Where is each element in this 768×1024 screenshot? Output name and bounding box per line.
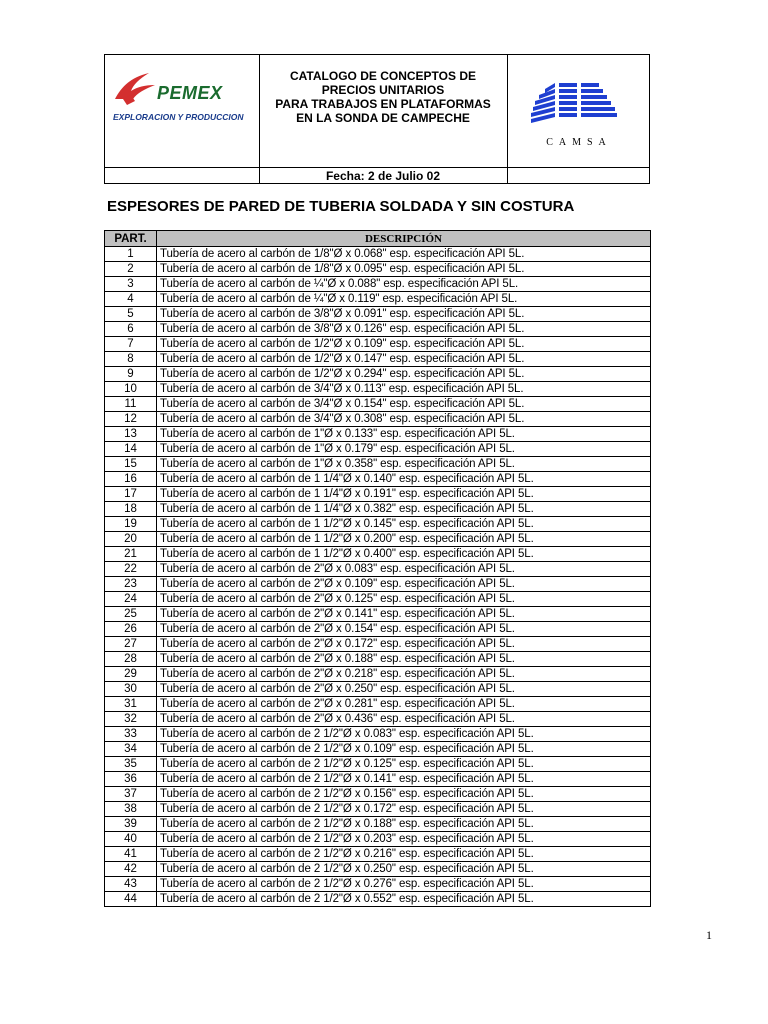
table-row xyxy=(105,517,651,532)
table-row xyxy=(105,532,651,547)
table-row xyxy=(105,682,651,697)
table-row xyxy=(105,847,651,862)
column-header-description: DESCRIPCIÓN xyxy=(157,231,651,247)
table-body xyxy=(105,247,651,907)
table-row xyxy=(105,652,651,667)
row-part-number: 1 xyxy=(105,247,157,262)
row-description: Tubería de acero al carbón de 2 1/2"Ø x 0.250" esp. especificación API 5L. xyxy=(157,862,651,877)
row-part-number: 23 xyxy=(105,577,157,592)
page-number: 1 xyxy=(706,928,712,942)
table-row xyxy=(105,637,651,652)
row-description: Tubería de acero al carbón de 2"Ø x 0.172" esp. especificación API 5L. xyxy=(157,637,651,652)
table-row xyxy=(105,412,651,427)
table-row xyxy=(105,712,651,727)
row-part-number: 39 xyxy=(105,817,157,832)
row-description: Tubería de acero al carbón de 2"Ø x 0.436" esp. especificación API 5L. xyxy=(157,712,651,727)
row-part-number: 20 xyxy=(105,532,157,547)
row-description: Tubería de acero al carbón de ¼"Ø x 0.119" esp. especificación API 5L. xyxy=(157,292,651,307)
table-row xyxy=(105,292,651,307)
row-description: Tubería de acero al carbón de 1 1/4"Ø x 0.382" esp. especificación API 5L. xyxy=(157,502,651,517)
table-row xyxy=(105,592,651,607)
row-part-number: 4 xyxy=(105,292,157,307)
table-row xyxy=(105,727,651,742)
catalog-title-line: PRECIOS UNITARIOS xyxy=(321,83,445,97)
row-description: Tubería de acero al carbón de 2 1/2"Ø x 0.109" esp. especificación API 5L. xyxy=(157,742,651,757)
row-part-number: 11 xyxy=(105,397,157,412)
row-part-number: 13 xyxy=(105,427,157,442)
row-description: Tubería de acero al carbón de 1"Ø x 0.179" esp. especificación API 5L. xyxy=(157,442,651,457)
document-header xyxy=(104,54,650,184)
table-row xyxy=(105,427,651,442)
table-row xyxy=(105,442,651,457)
row-part-number: 16 xyxy=(105,472,157,487)
row-description: Tubería de acero al carbón de 2"Ø x 0.218" esp. especificación API 5L. xyxy=(157,667,651,682)
row-part-number: 15 xyxy=(105,457,157,472)
row-part-number: 27 xyxy=(105,637,157,652)
row-part-number: 2 xyxy=(105,262,157,277)
table-row xyxy=(105,877,651,892)
table-row xyxy=(105,742,651,757)
row-description: Tubería de acero al carbón de 2"Ø x 0.125" esp. especificación API 5L. xyxy=(157,592,651,607)
table-row xyxy=(105,307,651,322)
table-row xyxy=(105,337,651,352)
row-part-number: 32 xyxy=(105,712,157,727)
row-description: Tubería de acero al carbón de 1 1/2"Ø x 0.400" esp. especificación API 5L. xyxy=(157,547,651,562)
table-row xyxy=(105,367,651,382)
row-part-number: 19 xyxy=(105,517,157,532)
row-description: Tubería de acero al carbón de ¼"Ø x 0.088" esp. especificación API 5L. xyxy=(157,277,651,292)
row-description: Tubería de acero al carbón de 2"Ø x 0.109" esp. especificación API 5L. xyxy=(157,577,651,592)
row-part-number: 28 xyxy=(105,652,157,667)
pemex-logo xyxy=(105,55,259,167)
table-row xyxy=(105,622,651,637)
catalog-title-line: PARA TRABAJOS EN PLATAFORMAS xyxy=(275,97,491,111)
row-description: Tubería de acero al carbón de 2"Ø x 0.250" esp. especificación API 5L. xyxy=(157,682,651,697)
pemex-wordmark: PEMEX xyxy=(157,83,223,103)
row-part-number: 10 xyxy=(105,382,157,397)
row-description: Tubería de acero al carbón de 3/4"Ø x 0.308" esp. especificación API 5L. xyxy=(157,412,651,427)
row-description: Tubería de acero al carbón de 1/2"Ø x 0.147" esp. especificación API 5L. xyxy=(157,352,651,367)
row-description: Tubería de acero al carbón de 3/8"Ø x 0.091" esp. especificación API 5L. xyxy=(157,307,651,322)
row-description: Tubería de acero al carbón de 2"Ø x 0.154" esp. especificación API 5L. xyxy=(157,622,651,637)
table-row xyxy=(105,487,651,502)
row-part-number: 43 xyxy=(105,877,157,892)
row-description: Tubería de acero al carbón de 2 1/2"Ø x 0.141" esp. especificación API 5L. xyxy=(157,772,651,787)
row-description: Tubería de acero al carbón de 2 1/2"Ø x 0.276" esp. especificación API 5L. xyxy=(157,877,651,892)
table-row xyxy=(105,817,651,832)
table-row xyxy=(105,397,651,412)
row-part-number: 5 xyxy=(105,307,157,322)
camsa-logo-icon xyxy=(531,83,617,133)
table-row xyxy=(105,322,651,337)
table-row xyxy=(105,697,651,712)
row-description: Tubería de acero al carbón de 2 1/2"Ø x 0.083" esp. especificación API 5L. xyxy=(157,727,651,742)
row-description: Tubería de acero al carbón de 2 1/2"Ø x 0.188" esp. especificación API 5L. xyxy=(157,817,651,832)
row-description: Tubería de acero al carbón de 2 1/2"Ø x 0.172" esp. especificación API 5L. xyxy=(157,802,651,817)
row-part-number: 26 xyxy=(105,622,157,637)
row-part-number: 31 xyxy=(105,697,157,712)
row-part-number: 35 xyxy=(105,757,157,772)
catalog-title-line: EN LA SONDA DE CAMPECHE xyxy=(296,111,470,125)
row-description: Tubería de acero al carbón de 2 1/2"Ø x 0.216" esp. especificación API 5L. xyxy=(157,847,651,862)
row-part-number: 8 xyxy=(105,352,157,367)
row-part-number: 18 xyxy=(105,502,157,517)
row-description: Tubería de acero al carbón de 1 1/2"Ø x 0.200" esp. especificación API 5L. xyxy=(157,532,651,547)
row-description: Tubería de acero al carbón de 1/2"Ø x 0.109" esp. especificación API 5L. xyxy=(157,337,651,352)
row-description: Tubería de acero al carbón de 1"Ø x 0.358" esp. especificación API 5L. xyxy=(157,457,651,472)
camsa-wordmark: CAMSA xyxy=(546,137,612,148)
catalog-title-line: CATALOGO DE CONCEPTOS DE xyxy=(289,69,476,83)
row-part-number: 17 xyxy=(105,487,157,502)
row-description: Tubería de acero al carbón de 1"Ø x 0.133" esp. especificación API 5L. xyxy=(157,427,651,442)
table-row xyxy=(105,562,651,577)
row-description: Tubería de acero al carbón de 1/2"Ø x 0.294" esp. especificación API 5L. xyxy=(157,367,651,382)
row-description: Tubería de acero al carbón de 2 1/2"Ø x 0.552" esp. especificación API 5L. xyxy=(157,892,651,907)
table-row xyxy=(105,457,651,472)
table-row xyxy=(105,502,651,517)
row-description: Tubería de acero al carbón de 2 1/2"Ø x 0.156" esp. especificación API 5L. xyxy=(157,787,651,802)
row-part-number: 24 xyxy=(105,592,157,607)
row-part-number: 34 xyxy=(105,742,157,757)
table-row xyxy=(105,787,651,802)
table-row xyxy=(105,277,651,292)
table-row xyxy=(105,247,651,262)
row-part-number: 36 xyxy=(105,772,157,787)
table-row xyxy=(105,577,651,592)
table-row xyxy=(105,862,651,877)
table-row xyxy=(105,607,651,622)
pemex-eagle-icon xyxy=(109,69,159,109)
section-title: ESPESORES DE PARED DE TUBERIA SOLDADA Y SIN COSTURA xyxy=(107,198,575,215)
table-row xyxy=(105,892,651,907)
row-description: Tubería de acero al carbón de 1/8"Ø x 0.068" esp. especificación API 5L. xyxy=(157,247,651,262)
row-part-number: 30 xyxy=(105,682,157,697)
row-part-number: 40 xyxy=(105,832,157,847)
table-row xyxy=(105,757,651,772)
row-part-number: 37 xyxy=(105,787,157,802)
table-row xyxy=(105,772,651,787)
table-row xyxy=(105,802,651,817)
row-part-number: 6 xyxy=(105,322,157,337)
row-description: Tubería de acero al carbón de 1 1/4"Ø x 0.191" esp. especificación API 5L. xyxy=(157,487,651,502)
document-date: Fecha: 2 de Julio 02 xyxy=(325,169,441,183)
table-row xyxy=(105,352,651,367)
row-part-number: 9 xyxy=(105,367,157,382)
row-description: Tubería de acero al carbón de 3/4"Ø x 0.113" esp. especificación API 5L. xyxy=(157,382,651,397)
row-part-number: 44 xyxy=(105,892,157,907)
row-description: Tubería de acero al carbón de 2"Ø x 0.188" esp. especificación API 5L. xyxy=(157,652,651,667)
table-row xyxy=(105,262,651,277)
table-row xyxy=(105,667,651,682)
row-description: Tubería de acero al carbón de 2"Ø x 0.281" esp. especificación API 5L. xyxy=(157,697,651,712)
row-part-number: 38 xyxy=(105,802,157,817)
row-part-number: 14 xyxy=(105,442,157,457)
table-row xyxy=(105,382,651,397)
row-description: Tubería de acero al carbón de 1/8"Ø x 0.095" esp. especificación API 5L. xyxy=(157,262,651,277)
row-description: Tubería de acero al carbón de 2 1/2"Ø x 0.203" esp. especificación API 5L. xyxy=(157,832,651,847)
row-description: Tubería de acero al carbón de 3/4"Ø x 0.154" esp. especificación API 5L. xyxy=(157,397,651,412)
header-divider xyxy=(507,55,508,183)
row-description: Tubería de acero al carbón de 2"Ø x 0.083" esp. especificación API 5L. xyxy=(157,562,651,577)
row-description: Tubería de acero al carbón de 2"Ø x 0.141" esp. especificación API 5L. xyxy=(157,607,651,622)
row-part-number: 25 xyxy=(105,607,157,622)
table-header-row xyxy=(105,231,651,247)
row-part-number: 22 xyxy=(105,562,157,577)
table-row xyxy=(105,472,651,487)
row-part-number: 21 xyxy=(105,547,157,562)
table-row xyxy=(105,547,651,562)
row-part-number: 7 xyxy=(105,337,157,352)
table-row xyxy=(105,832,651,847)
row-description: Tubería de acero al carbón de 3/8"Ø x 0.126" esp. especificación API 5L. xyxy=(157,322,651,337)
row-part-number: 12 xyxy=(105,412,157,427)
row-description: Tubería de acero al carbón de 2 1/2"Ø x 0.125" esp. especificación API 5L. xyxy=(157,757,651,772)
row-description: Tubería de acero al carbón de 1 1/4"Ø x 0.140" esp. especificación API 5L. xyxy=(157,472,651,487)
row-description: Tubería de acero al carbón de 1 1/2"Ø x 0.145" esp. especificación API 5L. xyxy=(157,517,651,532)
pipe-table xyxy=(104,230,651,907)
column-header-part: PART. xyxy=(105,231,157,247)
row-part-number: 3 xyxy=(105,277,157,292)
row-part-number: 41 xyxy=(105,847,157,862)
row-part-number: 29 xyxy=(105,667,157,682)
row-part-number: 33 xyxy=(105,727,157,742)
row-part-number: 42 xyxy=(105,862,157,877)
catalog-title xyxy=(259,69,507,125)
pemex-subtitle: EXPLORACION Y PRODUCCION xyxy=(113,112,244,122)
